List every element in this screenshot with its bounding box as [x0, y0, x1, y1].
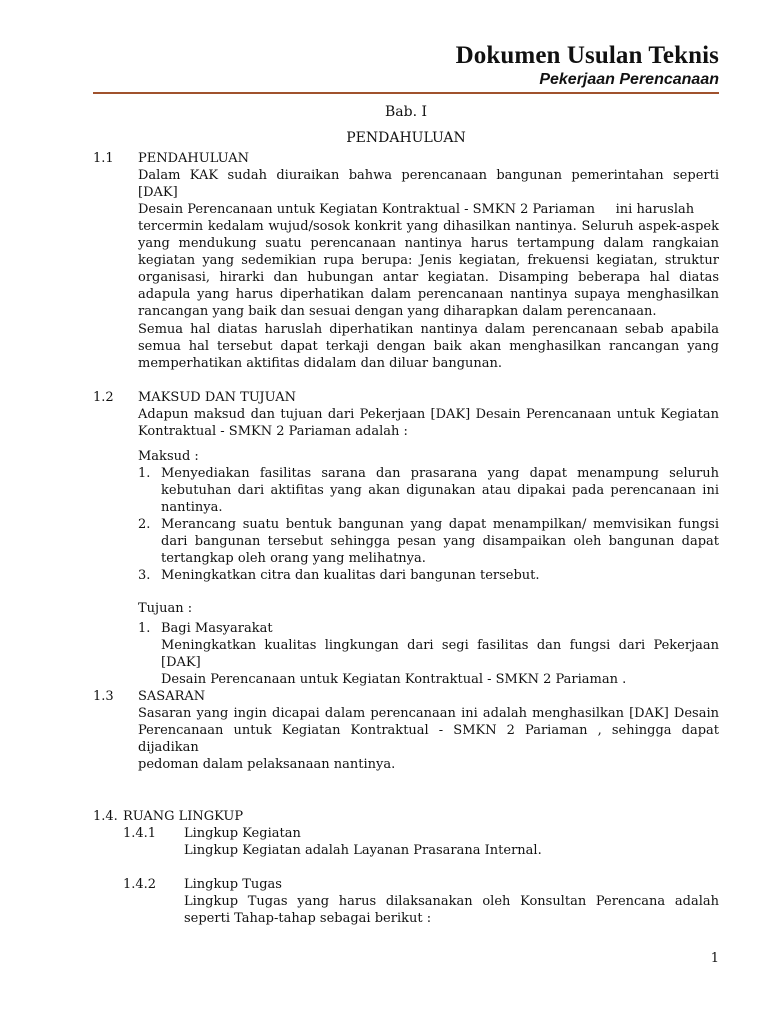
- section-heading: MAKSUD DAN TUJUAN: [138, 390, 296, 405]
- text-line: Adapun maksud dan tujuan dari Pekerjaan [DAK] Desain Perencanaan untuk Kegiatan: [138, 407, 719, 422]
- text-line: Meningkatkan citra dan kualitas dari bangunan tersebut.: [161, 568, 540, 583]
- list-item: [161, 567, 719, 584]
- section-number: 1.3: [93, 689, 114, 704]
- list-number: 3.: [138, 568, 151, 583]
- list-number: 2.: [138, 517, 151, 532]
- paragraph: Lingkup Kegiatan adalah Layanan Prasarana Internal.: [184, 843, 542, 858]
- section-heading: SASARAN: [138, 689, 206, 704]
- chapter-number: Bab. I: [384, 104, 428, 120]
- document-title: Dokumen Usulan Teknis: [455, 42, 719, 69]
- paragraph: [138, 705, 719, 773]
- text-line: memperhatikan aktifitas didalam dan diluar bangunan.: [138, 356, 503, 371]
- subsection-heading: Lingkup Kegiatan: [184, 826, 301, 841]
- text-line: Merancang suatu bentuk bangunan yang dapat menampilkan/ memvisikan fungsi: [161, 517, 719, 532]
- subsection-heading: Lingkup Tugas: [184, 877, 282, 892]
- list-item: [161, 637, 719, 688]
- section-number: 1.1: [93, 151, 114, 166]
- text-line: semua hal tersebut dapat terkaji dengan baik akan menghasilkan rancangan yang: [138, 339, 719, 354]
- text-line: Dalam KAK sudah diuraikan bahwa perencanaan bangunan pemerintahan seperti [DAK]: [138, 168, 719, 200]
- text-line: Sasaran yang ingin dicapai dalam perencanaan ini adalah menghasilkan [DAK] Desain: [138, 706, 719, 721]
- text-line: kegiatan yang sedemikian rupa berupa: Jenis kegiatan, frekuensi kegiatan, struktur: [138, 253, 719, 268]
- list-item: [161, 516, 719, 567]
- paragraph: [184, 893, 719, 927]
- document-subtitle: Pekerjaan Perencanaan: [539, 71, 719, 88]
- paragraph: [138, 321, 719, 372]
- text-line: Desain Perencanaan untuk Kegiatan Kontraktual - SMKN 2 Pariaman ini haruslah: [138, 202, 695, 217]
- list-number: 1.: [138, 466, 151, 481]
- chapter-title: PENDAHULUAN: [346, 130, 466, 146]
- list-item: [161, 465, 719, 516]
- text-line: yang mendukung suatu perencanaan nantinya harus tertampung dalam rangkaian: [138, 236, 719, 251]
- text-line: Lingkup Tugas yang harus dilaksanakan oleh Konsultan Perencana adalah: [184, 894, 719, 909]
- list-item-title: Bagi Masyarakat: [161, 621, 273, 636]
- paragraph: [138, 406, 719, 440]
- text-line: tercermin kedalam wujud/sosok konkrit yang dihasilkan nantinya. Seluruh aspek-aspek: [138, 219, 719, 234]
- maksud-label: Maksud :: [138, 449, 199, 464]
- text-line: nantinya.: [161, 500, 223, 515]
- text-line: Desain Perencanaan untuk Kegiatan Kontraktual - SMKN 2 Pariaman .: [161, 672, 627, 687]
- text-line: kebutuhan dari aktifitas yang akan digunakan atau dipakai pada perencanaan ini: [161, 483, 719, 498]
- section-heading: RUANG LINGKUP: [123, 809, 244, 824]
- subsection-number: 1.4.2: [123, 877, 157, 892]
- header-divider: [93, 92, 719, 94]
- section-number: 1.4.: [93, 809, 118, 824]
- text-line: Meningkatkan kualitas lingkungan dari segi fasilitas dan fungsi dari Pekerjaan [DAK]: [161, 638, 719, 670]
- text-line: Menyediakan fasilitas sarana dan prasarana yang dapat menampung seluruh: [161, 466, 719, 481]
- subsection-number: 1.4.1: [123, 826, 157, 841]
- paragraph: [138, 167, 719, 320]
- text-line: Perencanaan untuk Kegiatan Kontraktual - SMKN 2 Pariaman , sehingga dapat dijadikan: [138, 723, 719, 755]
- page-number: 1: [710, 951, 719, 966]
- text-line: tertangkap oleh orang yang melihatnya.: [161, 551, 426, 566]
- text-line: organisasi, hirarki dan hubungan antar kegiatan. Disamping beberapa hal diatas: [138, 270, 719, 285]
- section-number: 1.2: [93, 390, 114, 405]
- tujuan-label: Tujuan :: [138, 601, 193, 616]
- text-line: dari bangunan tersebut sehingga pesan yang disampaikan oleh bangunan dapat: [161, 534, 719, 549]
- text-line: Semua hal diatas haruslah diperhatikan nantinya dalam perencanaan sebab apabila: [138, 322, 719, 337]
- text-line: pedoman dalam pelaksanaan nantinya.: [138, 757, 396, 772]
- list-number: 1.: [138, 621, 151, 636]
- text-line: rancangan yang baik dan sesuai dengan yang diharapkan dalam perencanaan.: [138, 304, 657, 319]
- text-line: Kontraktual - SMKN 2 Pariaman adalah :: [138, 424, 408, 439]
- section-heading: PENDAHULUAN: [138, 151, 249, 166]
- text-line: seperti Tahap-tahap sebagai berikut :: [184, 911, 432, 926]
- text-line: adapula yang harus diperhatikan dalam perencanaan nantinya supaya menghasilkan: [138, 287, 719, 302]
